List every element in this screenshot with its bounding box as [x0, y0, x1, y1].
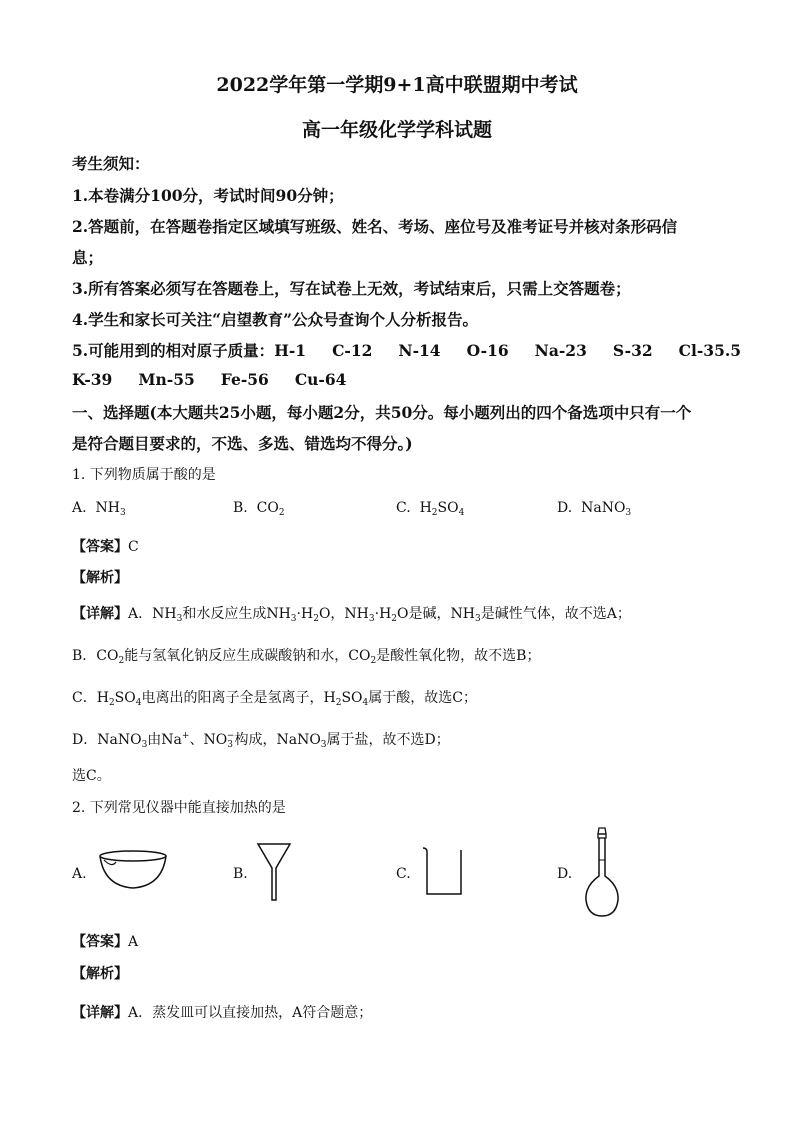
- section-heading-cont: 是符合题目要求的，不选、多选、错选均不得分。): [72, 434, 413, 453]
- notice-item-5: [72, 339, 741, 361]
- funnel-icon: [256, 842, 292, 902]
- q2-answer: [72, 931, 138, 951]
- notice-item-2-cont: 息；: [72, 248, 104, 267]
- atomic-mass: O-16: [466, 341, 509, 360]
- notice-item-3: 3.所有答案必须写在答题卷上，写在试卷上无效，考试结束后，只需上交答题卷；: [72, 279, 631, 298]
- atomic-mass: Cu-64: [294, 370, 347, 389]
- atomic-mass: K-39: [72, 370, 113, 389]
- evaporating-dish-icon: [96, 848, 170, 892]
- q2-analysis: 【解析】: [72, 966, 128, 982]
- q1-detail-a: 【详解】A．$NH_3$和水反应生成$NH_3\cdot H_2O$，$NH_3\cdot H_2O$是碱，$NH_3$是碱性气体，故不选A；: [72, 606, 631, 624]
- detail-tag: 【详解】: [72, 1005, 128, 1021]
- q1-option-c: C. $H_2SO_4$: [396, 500, 465, 518]
- atomic-mass-label: 5.可能用到的相对原子质量：: [72, 341, 275, 360]
- atomic-mass: Cl-35.5: [678, 341, 742, 360]
- q1-analysis: 【解析】: [72, 570, 128, 586]
- q1-option-d: D. NaNO$_3$: [557, 500, 632, 518]
- q1-option-b: B. $CO_2$: [233, 500, 285, 518]
- atomic-mass: H-1: [274, 341, 307, 360]
- notice-item-2: 2.答题前，在答题卷指定区域填写班级、姓名、考场、座位号及准考证号并核对条形码信: [72, 217, 678, 236]
- answer-tag: 【答案】: [72, 539, 128, 555]
- q2-option-c-label: C.: [396, 866, 411, 882]
- q1-detail-b: B．$CO_2$能与氢氧化钠反应生成碳酸钠和水，$CO_2$是酸性氧化物，故不选B；: [72, 648, 541, 666]
- answer-value: C: [128, 539, 139, 555]
- answer-value: A: [128, 934, 139, 950]
- question-2-stem: 2. 下列常见仪器中能直接加热的是: [72, 800, 286, 816]
- atomic-mass: N-14: [398, 341, 441, 360]
- q1-conclusion: 选C。: [72, 768, 111, 784]
- atomic-mass: Na-23: [534, 341, 587, 360]
- q1-detail-d: D．NaNO$_3$由Na+、$NO_3^-$构成，NaNO$_3$属于盐，故不选D；: [72, 731, 450, 750]
- q2-option-a-label: A.: [72, 866, 87, 882]
- detail-tag: 【详解】: [72, 606, 128, 622]
- exam-title: 2022学年第一学期9+1高中联盟期中考试: [216, 74, 578, 96]
- notice-item-4: 4.学生和家长可关注“启望教育”公众号查询个人分析报告。: [72, 310, 479, 329]
- question-1-stem: 1. 下列物质属于酸的是: [72, 467, 216, 483]
- q2-detail-a: 【详解】A．蒸发皿可以直接加热，A符合题意；: [72, 1005, 373, 1021]
- answer-tag: 【答案】: [72, 934, 128, 950]
- notice-heading: 考生须知：: [72, 154, 150, 173]
- atomic-mass: S-32: [612, 341, 653, 360]
- q2-option-d-label: D.: [557, 866, 573, 882]
- beaker-icon: [421, 846, 465, 898]
- atomic-mass: Mn-55: [138, 370, 195, 389]
- atomic-mass: Fe-56: [220, 370, 269, 389]
- q1-answer: [72, 536, 139, 556]
- atomic-mass: C-12: [332, 341, 373, 360]
- notice-item-5-cont: [72, 370, 346, 389]
- notice-item-1: 1.本卷满分100分，考试时间90分钟；: [72, 186, 344, 205]
- volumetric-flask-icon: [582, 826, 622, 918]
- q1-detail-c: C．$H_2SO_4$电离出的阳离子全是氢离子，$H_2SO_4$属于酸，故选C；: [72, 690, 477, 708]
- q2-option-b-label: B.: [233, 866, 248, 882]
- section-heading: 一、选择题(本大题共25小题，每小题2分，共50分。每小题列出的四个备选项中只有一个: [72, 403, 692, 422]
- q1-option-a: A. $NH_3$: [72, 500, 126, 518]
- exam-subtitle: 高一年级化学学科试题: [301, 119, 492, 141]
